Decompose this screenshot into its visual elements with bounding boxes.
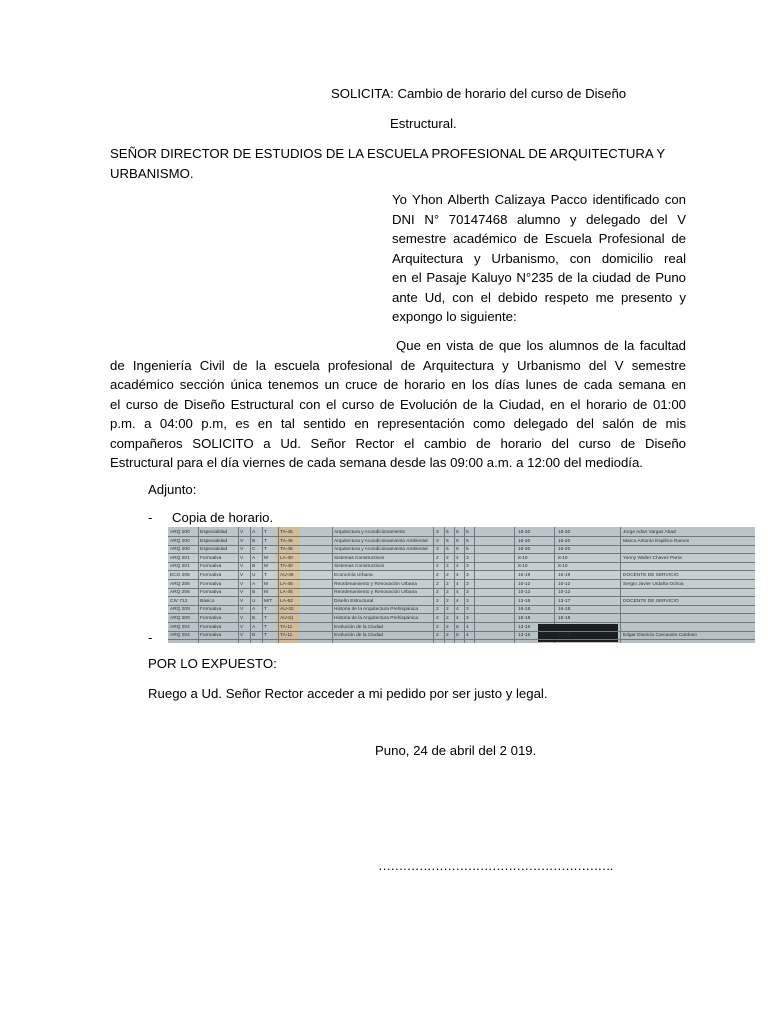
photo-cell: TA-11 bbox=[280, 624, 293, 630]
photo-cell: Formativa bbox=[200, 555, 222, 561]
photo-cell: 2 bbox=[436, 555, 439, 561]
photo-cell: 16-18 bbox=[558, 616, 571, 621]
photo-cell: U bbox=[252, 598, 256, 604]
photo-cell: TA-40 bbox=[280, 564, 293, 570]
photo-cell: 2 bbox=[446, 616, 449, 621]
body-line: el curso de Diseño Estructural con el curso de Evolución de la Ciudad, en el horario de 01:00 bbox=[110, 396, 686, 412]
photo-cell: ARQ 209 bbox=[170, 616, 190, 621]
photo-cell: 3 bbox=[466, 581, 469, 587]
photo-cell: Sergio Javier Urdaña Ochoa bbox=[623, 581, 684, 587]
photo-cell: Diseño Estructural bbox=[334, 598, 374, 604]
photo-cell: 4 bbox=[466, 624, 469, 630]
photo-cell: V bbox=[240, 598, 244, 604]
photo-cell: Evolución de la Ciudad bbox=[334, 633, 384, 639]
photo-cell: 5 bbox=[456, 624, 459, 630]
photo-cell: 10-12 bbox=[518, 590, 531, 596]
photo-cell: LA-45 bbox=[280, 590, 293, 596]
photo-cell: ECO 205 bbox=[170, 573, 190, 578]
body-line: de Ingeniería Civil de la escuela profesional de Arquitectura y Urbanismo del V semestre bbox=[110, 357, 686, 373]
bullet: - bbox=[148, 510, 153, 525]
photo-cell: Básico bbox=[200, 598, 215, 604]
photo-cell: A bbox=[252, 607, 256, 613]
body-line: académico sección única tenemos un cruce de horario en los días lunes de cada semana en bbox=[110, 377, 686, 392]
photo-cell: Formativa bbox=[200, 624, 222, 630]
addressee-line: URBANISMO. bbox=[110, 165, 194, 181]
photo-cell: T bbox=[264, 573, 267, 578]
photo-cell: Historia de la Arquitectura Prehispánica bbox=[334, 607, 418, 613]
photo-cell: 13-15 bbox=[558, 633, 571, 639]
photo-row bbox=[168, 624, 755, 632]
photo-cell: 4 bbox=[456, 564, 459, 570]
photo-cell: 16-30 bbox=[518, 538, 531, 544]
photo-cell: 2 bbox=[446, 607, 449, 613]
attachment-item: Copia de horario. bbox=[172, 510, 274, 525]
photo-cell: Especialidad bbox=[200, 538, 228, 544]
photo-cell: 4 bbox=[456, 555, 459, 561]
photo-cell: 5 bbox=[466, 547, 469, 553]
photo-cell: 6 bbox=[446, 538, 449, 544]
photo-cell: T bbox=[264, 530, 267, 535]
photo-cell: V bbox=[240, 555, 244, 561]
photo-cell: V bbox=[240, 573, 244, 578]
photo-cell: 2 bbox=[446, 590, 449, 596]
photo-row bbox=[168, 563, 755, 571]
photo-cell: 3 bbox=[436, 538, 439, 544]
photo-cell: U bbox=[252, 573, 256, 578]
photo-cell: V bbox=[240, 633, 244, 639]
photo-cell: 10-12 bbox=[558, 581, 571, 587]
photo-cell: C bbox=[252, 547, 256, 553]
photo-cell: T bbox=[264, 633, 267, 639]
photo-cell: A bbox=[252, 624, 256, 630]
body-line: Estructural para el día viernes de cada semana desde las 09:00 a.m. a 12:00 del mediodía. bbox=[110, 455, 643, 470]
photo-cell: V bbox=[240, 581, 244, 587]
photo-cell: 4 bbox=[456, 607, 459, 613]
photo-cell: Formativa bbox=[200, 607, 222, 613]
photo-cell: M/T bbox=[264, 598, 273, 604]
photo-cell: 3 bbox=[466, 598, 469, 604]
solicita-line-2: Estructural. bbox=[390, 116, 457, 131]
photo-cell: V bbox=[240, 530, 244, 535]
photo-cell: Economía Urbana bbox=[334, 573, 373, 578]
photo-cell: 8-10 bbox=[518, 555, 528, 561]
intro-line: ante Ud, con el debido respeto me presento y bbox=[392, 289, 686, 305]
photo-cell: AU-46 bbox=[280, 573, 294, 578]
photo-cell: V bbox=[240, 607, 244, 613]
photo-cell: 16-20 bbox=[558, 538, 571, 544]
body-line: Que en vista de que los alumnos de la facultad bbox=[396, 338, 686, 353]
photo-cell: 2 bbox=[436, 624, 439, 630]
photo-cell: 4 bbox=[456, 573, 459, 578]
photo-cell: TA-11 bbox=[280, 633, 293, 639]
photo-cell: B bbox=[252, 538, 256, 544]
photo-cell: ARQ 200 bbox=[170, 530, 190, 535]
photo-cell: 3 bbox=[466, 590, 469, 596]
photo-cell: 4 bbox=[456, 590, 459, 596]
photo-cell: 8-10 bbox=[558, 564, 568, 570]
photo-cell: 6 bbox=[456, 530, 459, 535]
photo-cell: 2 bbox=[436, 633, 439, 639]
photo-cell: V bbox=[240, 538, 244, 544]
photo-row bbox=[168, 606, 755, 614]
photo-cell: 6 bbox=[446, 547, 449, 553]
photo-cell: 10-12 bbox=[558, 590, 571, 596]
photo-cell: T bbox=[264, 616, 267, 621]
photo-cell: 3 bbox=[466, 555, 469, 561]
photo-cell: 13-16 bbox=[518, 624, 531, 630]
photo-cell: Jorge Adan Vargas Abad bbox=[623, 530, 676, 535]
photo-cell: 16-30 bbox=[558, 530, 571, 535]
photo-cell: 2 bbox=[436, 598, 439, 604]
photo-cell: 16-18 bbox=[558, 607, 571, 613]
signature-line: …………………………………………………. bbox=[378, 858, 613, 873]
photo-cell: ARQ 201 bbox=[170, 564, 190, 570]
photo-cell: 2 bbox=[446, 573, 449, 578]
intro-line: semestre académico de Escuela Profesional de bbox=[392, 231, 686, 246]
photo-row bbox=[168, 615, 755, 623]
photo-cell: A bbox=[252, 555, 256, 561]
photo-cell: TA-46 bbox=[280, 547, 293, 553]
photo-cell: Edgar Dionicio Carcausto Cardoso bbox=[623, 633, 697, 639]
photo-cell: 3 bbox=[466, 616, 469, 621]
photo-cell: 2 bbox=[436, 564, 439, 570]
photo-cell: 4 bbox=[456, 616, 459, 621]
photo-cell: M bbox=[264, 590, 268, 596]
photo-cell: 16-30 bbox=[518, 547, 531, 553]
photo-cell: A bbox=[252, 530, 256, 535]
photo-cell: Formativa bbox=[200, 633, 222, 639]
photo-cell: 4 bbox=[456, 598, 459, 604]
photo-cell: LA-62 bbox=[280, 598, 293, 604]
photo-cell: 2 bbox=[436, 581, 439, 587]
photo-cell: 4 bbox=[466, 633, 469, 639]
photo-cell: Formativa bbox=[200, 573, 222, 578]
photo-cell: TA-46 bbox=[280, 538, 293, 544]
photo-cell: 6 bbox=[456, 538, 459, 544]
photo-cell: T bbox=[264, 607, 267, 613]
photo-cell: 2 bbox=[436, 573, 439, 578]
photo-cell: V bbox=[240, 590, 244, 596]
photo-cell: DOCENTE DE SERVICIO bbox=[623, 573, 679, 578]
photo-cell: ARQ 206 bbox=[170, 581, 190, 587]
por-lo-expuesto: POR LO EXPUESTO: bbox=[148, 656, 277, 671]
photo-cell: 16-18 bbox=[518, 616, 531, 621]
photo-cell: Reordenamiento y Renovación Urbana bbox=[334, 581, 417, 587]
photo-cell: 2 bbox=[446, 555, 449, 561]
photo-cell: Arquitectura y Acondicionamiento Ambiental bbox=[334, 547, 428, 553]
photo-cell: V bbox=[240, 624, 244, 630]
photo-cell: 2 bbox=[436, 616, 439, 621]
intro-paragraph bbox=[392, 190, 686, 327]
photo-cell: AU-42 bbox=[280, 607, 294, 613]
photo-cell: M bbox=[264, 581, 268, 587]
photo-cell: DOCENTE DE SERVICIO bbox=[623, 598, 679, 604]
photo-cell: T bbox=[264, 538, 267, 544]
photo-cell: 13-16 bbox=[518, 633, 531, 639]
photo-cell: Historia de la Arquitectura Prehispánica bbox=[334, 616, 418, 621]
photo-cell: Arquitectura y Acondicionamiento bbox=[334, 530, 406, 535]
addressee-line: SEÑOR DIRECTOR DE ESTUDIOS DE LA ESCUELA PROFESIONAL DE ARQUITECTURA Y bbox=[110, 146, 666, 161]
photo-row bbox=[168, 589, 755, 597]
photo-cell: Arquitectura y Acondicionamiento Ambiental bbox=[334, 538, 428, 544]
photo-cell: 8-10 bbox=[518, 564, 528, 570]
photo-cell: 16-20 bbox=[558, 547, 571, 553]
photo-cell: Reordenamiento y Renovación Urbana bbox=[334, 590, 417, 596]
body-paragraph bbox=[110, 336, 686, 473]
photo-cell: 3 bbox=[466, 607, 469, 613]
photo-cell: Evolución de la Ciudad bbox=[334, 624, 384, 630]
photo-cell: V bbox=[240, 616, 244, 621]
photo-cell: A bbox=[252, 581, 256, 587]
photo-cell: 16-19 bbox=[558, 573, 571, 578]
photo-cell: 16-18 bbox=[518, 607, 531, 613]
photo-cell: 10-12 bbox=[518, 581, 531, 587]
photo-cell: B bbox=[252, 633, 256, 639]
intro-line: en el Pasaje Kaluyo N°235 de la ciudad de Puno bbox=[392, 270, 686, 285]
photo-cell: T bbox=[264, 547, 267, 553]
photo-cell: ARQ 204 bbox=[170, 624, 190, 630]
intro-line: Arquitectura y Urbanismo, con domicilio real bbox=[392, 250, 686, 266]
photo-cell: V bbox=[240, 564, 244, 570]
photo-cell: 5 bbox=[466, 538, 469, 544]
photo-cell: ARQ 209 bbox=[170, 607, 190, 613]
intro-line: expongo lo siguiente: bbox=[392, 309, 517, 324]
photo-cell: 6 bbox=[446, 530, 449, 535]
photo-cell: 2 bbox=[446, 624, 449, 630]
photo-cell: T bbox=[264, 624, 267, 630]
photo-cell: 3 bbox=[466, 573, 469, 578]
photo-cell: B bbox=[252, 616, 256, 621]
photo-cell: B bbox=[252, 590, 256, 596]
photo-cell: 16-19 bbox=[518, 573, 531, 578]
photo-cell: Formativa bbox=[200, 581, 222, 587]
photo-row bbox=[168, 546, 755, 554]
place-date: Puno, 24 de abril del 2 019. bbox=[375, 743, 537, 758]
photo-cell: 2 bbox=[446, 633, 449, 639]
photo-cell: B bbox=[252, 564, 256, 570]
photo-cell: Yonny Walter Chavez Parra bbox=[623, 555, 682, 561]
photo-cell: 2 bbox=[446, 564, 449, 570]
solicita-line-1: SOLICITA: Cambio de horario del curso de Diseño bbox=[331, 86, 627, 101]
photo-cell: Sistemas Constructivos bbox=[334, 564, 385, 570]
photo-cell: TA-46 bbox=[280, 530, 293, 535]
photo-cell: CIV 713 bbox=[170, 598, 188, 604]
photo-cell: M bbox=[264, 564, 268, 570]
photo-cell: 5 bbox=[456, 633, 459, 639]
photo-cell: 2 bbox=[436, 607, 439, 613]
photo-cell: 3 bbox=[436, 547, 439, 553]
photo-cell: Especialidad bbox=[200, 530, 228, 535]
photo-cell: 16-30 bbox=[518, 530, 531, 535]
addressee bbox=[110, 144, 665, 183]
photo-cell: 2 bbox=[436, 590, 439, 596]
photo-cell: ARQ 200 bbox=[170, 547, 190, 553]
intro-line: DNI N° 70147468 alumno y delegado del V bbox=[392, 211, 686, 227]
photo-cell: 13-17 bbox=[558, 598, 571, 604]
photo-cell: Formativa bbox=[200, 564, 222, 570]
photo-cell: AU-61 bbox=[280, 616, 294, 621]
photo-cell: 3 bbox=[436, 530, 439, 535]
photo-cell: ARQ 200 bbox=[170, 538, 190, 544]
photo-cell: LA-45 bbox=[280, 581, 293, 587]
adjunto-label: Adjunto: bbox=[148, 482, 197, 497]
photo-cell: LA-40 bbox=[280, 555, 293, 561]
photo-cell: Marco Antonio Espillico Ramos bbox=[623, 538, 690, 544]
schedule-photo bbox=[168, 527, 755, 643]
body-line: compañeros SOLICITO a Ud. Señor Rector el cambio de horario del curso de Diseño bbox=[110, 435, 686, 451]
photo-cell: Especialidad bbox=[200, 547, 228, 553]
photo-cell: 13-16 bbox=[518, 598, 531, 604]
photo-cell: Formativa bbox=[200, 590, 222, 596]
photo-cell: 2 bbox=[446, 581, 449, 587]
photo-cell: 2 bbox=[446, 598, 449, 604]
photo-cell: ARQ 206 bbox=[170, 590, 190, 596]
photo-cell: 6 bbox=[456, 547, 459, 553]
photo-cell: 8-10 bbox=[558, 555, 568, 561]
photo-cell: M bbox=[264, 555, 268, 561]
photo-cell: ARQ 201 bbox=[170, 555, 190, 561]
bullet: - bbox=[148, 630, 153, 645]
ruego-text: Ruego a Ud. Señor Rector acceder a mi pedido por ser justo y legal. bbox=[148, 686, 548, 701]
photo-cell: ARQ 204 bbox=[170, 633, 190, 639]
intro-line: Yo Yhon Alberth Calizaya Pacco identificado con bbox=[392, 192, 686, 207]
body-line: p.m. a 04:00 p.m, es en tal sentido en representación como delegado del salón de mis bbox=[110, 416, 686, 431]
photo-cell: Formativa bbox=[200, 616, 222, 621]
photo-cell: 3 bbox=[466, 564, 469, 570]
photo-cell: 4 bbox=[456, 581, 459, 587]
photo-cell: V bbox=[240, 547, 244, 553]
photo-cell: Sistemas Constructivos bbox=[334, 555, 385, 561]
photo-cell: 5 bbox=[466, 530, 469, 535]
